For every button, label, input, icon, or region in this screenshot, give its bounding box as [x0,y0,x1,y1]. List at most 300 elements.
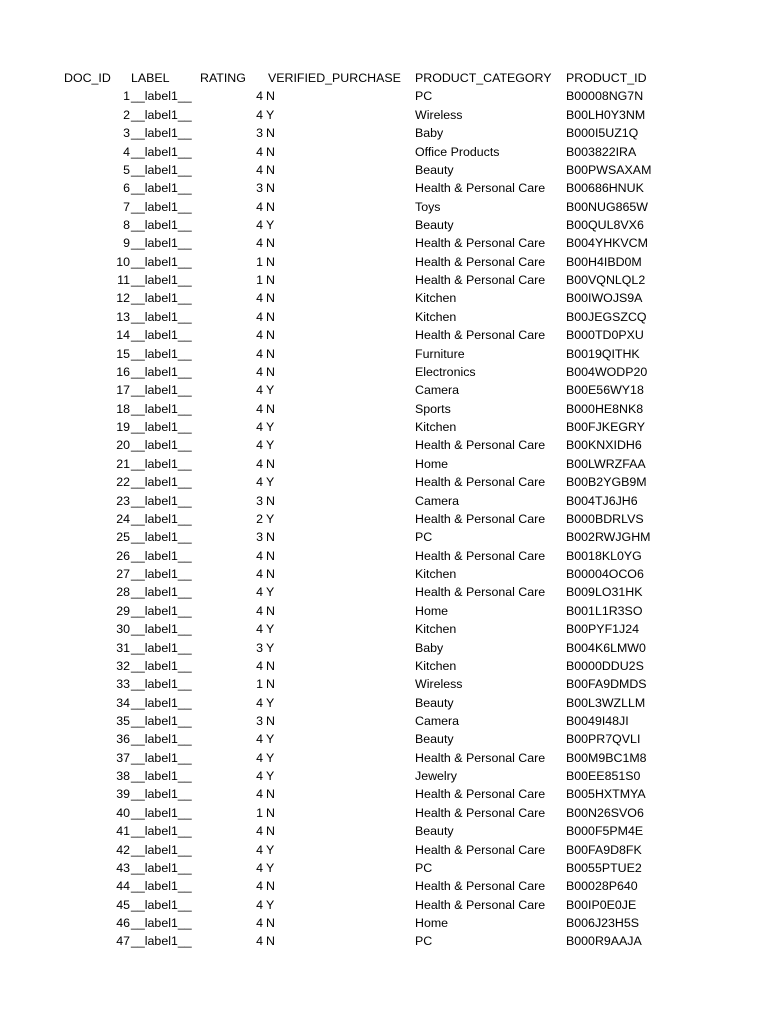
cell-product-category: Health & Personal Care [415,273,546,288]
cell-product-id: B009LO31HK [566,585,643,600]
table-row [0,400,768,418]
cell-product-id: B0019QITHK [566,346,640,361]
cell-rating: 4 [256,567,263,582]
cell-rating: 4 [256,769,263,784]
cell-doc-id: 16 [116,364,130,379]
cell-label: __label1__ [131,934,192,949]
cell-verified-purchase: N [266,291,275,306]
cell-verified-purchase: N [266,677,275,692]
cell-product-category: Health & Personal Care [415,805,546,820]
cell-product-category: Beauty [415,695,454,710]
cell-verified-purchase: Y [266,511,275,526]
cell-rating: 1 [256,273,263,288]
cell-label: __label1__ [131,787,192,802]
cell-rating: 4 [256,89,263,104]
cell-doc-id: 43 [116,860,130,875]
cell-verified-purchase: N [266,401,275,416]
cell-verified-purchase: N [266,309,275,324]
cell-verified-purchase: Y [266,769,275,784]
cell-product-category: Office Products [415,144,500,159]
cell-doc-id: 14 [116,328,130,343]
cell-doc-id: 5 [123,162,130,177]
cell-label: __label1__ [131,236,192,251]
cell-label: __label1__ [131,309,192,324]
cell-label: __label1__ [131,346,192,361]
cell-label: __label1__ [131,107,192,122]
cell-verified-purchase: N [266,530,275,545]
cell-label: __label1__ [131,622,192,637]
cell-verified-purchase: N [266,824,275,839]
cell-product-category: Camera [415,493,460,508]
table-row [0,161,768,179]
cell-label: __label1__ [131,162,192,177]
cell-product-category: Kitchen [415,567,457,582]
cell-label: __label1__ [131,475,192,490]
cell-doc-id: 35 [116,713,130,728]
table-row [0,345,768,363]
cell-product-id: B004WODP20 [566,364,648,379]
cell-product-id: B00PR7QVLI [566,732,641,747]
cell-product-category: Wireless [415,107,463,122]
cell-label: __label1__ [131,695,192,710]
cell-rating: 1 [256,254,263,269]
cell-product-category: Health & Personal Care [415,787,546,802]
cell-product-category: Jewelry [415,769,457,784]
cell-doc-id: 1 [123,89,130,104]
cell-product-id: B00B2YGB9M [566,475,647,490]
cell-doc-id: 32 [116,658,130,673]
cell-doc-id: 27 [116,567,130,582]
cell-doc-id: 46 [116,916,130,931]
cell-product-category: Kitchen [415,658,457,673]
cell-product-category: Health & Personal Care [415,750,546,765]
cell-rating: 4 [256,934,263,949]
cell-rating: 4 [256,732,263,747]
header-rating: RATING [200,71,246,85]
table-row [0,822,768,840]
cell-verified-purchase: N [266,567,275,582]
cell-doc-id: 23 [116,493,130,508]
cell-doc-id: 24 [116,511,130,526]
cell-label: __label1__ [131,750,192,765]
table-row [0,730,768,748]
cell-doc-id: 45 [116,897,130,912]
cell-product-id: B00EE851S0 [566,769,641,784]
cell-verified-purchase: N [266,89,275,104]
table-row [0,657,768,675]
cell-label: __label1__ [131,860,192,875]
cell-rating: 4 [256,438,263,453]
cell-label: __label1__ [131,879,192,894]
table-row [0,106,768,124]
cell-product-id: B0055PTUE2 [566,860,642,875]
cell-doc-id: 22 [116,475,130,490]
cell-rating: 3 [256,181,263,196]
cell-product-id: B00E56WY18 [566,383,644,398]
table-row [0,124,768,142]
cell-label: __label1__ [131,144,192,159]
cell-rating: 4 [256,217,263,232]
cell-label: __label1__ [131,567,192,582]
cell-product-category: PC [415,89,433,104]
cell-product-id: B002RWJGHM [566,530,651,545]
cell-product-category: Baby [415,640,444,655]
table-row [0,363,768,381]
cell-product-id: B00M9BC1M8 [566,750,647,765]
header-product-id: PRODUCT_ID [566,71,647,85]
cell-product-category: Wireless [415,677,463,692]
cell-product-category: PC [415,860,433,875]
cell-product-id: B001L1R3SO [566,603,643,618]
table-row [0,602,768,620]
cell-doc-id: 19 [116,420,130,435]
cell-product-id: B004TJ6JH6 [566,493,638,508]
cell-label: __label1__ [131,273,192,288]
cell-rating: 1 [256,677,263,692]
header-verified-purchase: VERIFIED_PURCHASE [268,71,401,85]
cell-rating: 4 [256,622,263,637]
cell-doc-id: 2 [123,107,130,122]
cell-verified-purchase: Y [266,217,275,232]
cell-label: __label1__ [131,530,192,545]
table-row [0,583,768,601]
cell-product-id: B00PYF1J24 [566,622,640,637]
cell-rating: 4 [256,420,263,435]
cell-product-id: B0000DDU2S [566,658,644,673]
cell-verified-purchase: N [266,181,275,196]
header-product-category: PRODUCT_CATEGORY [415,71,552,85]
table-row [0,620,768,638]
cell-doc-id: 31 [116,640,130,655]
cell-rating: 4 [256,107,263,122]
cell-rating: 4 [256,585,263,600]
cell-product-id: B000BDRLVS [566,511,644,526]
cell-product-id: B00LWRZFAA [566,456,646,471]
cell-verified-purchase: Y [266,420,275,435]
cell-doc-id: 25 [116,530,130,545]
cell-product-category: Health & Personal Care [415,438,546,453]
cell-product-category: Health & Personal Care [415,328,546,343]
cell-rating: 4 [256,658,263,673]
cell-rating: 1 [256,805,263,820]
cell-product-category: Health & Personal Care [415,879,546,894]
table-row [0,289,768,307]
cell-product-id: B00FA9D8FK [566,842,642,857]
cell-label: __label1__ [131,916,192,931]
table-row [0,510,768,528]
cell-rating: 3 [256,713,263,728]
cell-label: __label1__ [131,511,192,526]
table-row [0,639,768,657]
table-row [0,565,768,583]
cell-verified-purchase: N [266,787,275,802]
cell-verified-purchase: N [266,934,275,949]
cell-product-category: Home [415,603,449,618]
cell-label: __label1__ [131,254,192,269]
cell-verified-purchase: N [266,236,275,251]
table-row [0,492,768,510]
cell-rating: 4 [256,456,263,471]
cell-rating: 4 [256,897,263,912]
cell-label: __label1__ [131,420,192,435]
cell-product-id: B000F5PM4E [566,824,644,839]
cell-product-id: B00008NG7N [566,89,644,104]
cell-doc-id: 13 [116,309,130,324]
cell-rating: 4 [256,750,263,765]
cell-rating: 4 [256,695,263,710]
cell-verified-purchase: Y [266,860,275,875]
cell-verified-purchase: N [266,713,275,728]
cell-verified-purchase: N [266,162,275,177]
cell-label: __label1__ [131,383,192,398]
cell-product-category: Beauty [415,217,454,232]
cell-product-category: Beauty [415,824,454,839]
cell-product-id: B003822IRA [566,144,637,159]
table-row [0,914,768,932]
cell-product-id: B00VQNLQL2 [566,273,646,288]
cell-doc-id: 41 [116,824,130,839]
cell-doc-id: 28 [116,585,130,600]
table-row [0,932,768,950]
cell-label: __label1__ [131,181,192,196]
cell-product-category: Kitchen [415,291,457,306]
cell-verified-purchase: Y [266,897,275,912]
cell-doc-id: 18 [116,401,130,416]
table-row [0,326,768,344]
cell-rating: 4 [256,879,263,894]
cell-doc-id: 38 [116,769,130,784]
cell-product-id: B000R9AAJA [566,934,642,949]
cell-product-id: B00028P640 [566,879,638,894]
cell-rating: 4 [256,401,263,416]
cell-label: __label1__ [131,291,192,306]
cell-doc-id: 36 [116,732,130,747]
cell-product-id: B00IWOJS9A [566,291,643,306]
cell-label: __label1__ [131,677,192,692]
cell-product-id: B00686HNUK [566,181,644,196]
cell-product-id: B00H4IBD0M [566,254,642,269]
cell-doc-id: 42 [116,842,130,857]
cell-label: __label1__ [131,89,192,104]
cell-product-id: B000I5UZ1Q [566,126,639,141]
cell-verified-purchase: Y [266,695,275,710]
cell-doc-id: 15 [116,346,130,361]
cell-verified-purchase: N [266,658,275,673]
cell-verified-purchase: Y [266,585,275,600]
cell-label: __label1__ [131,401,192,416]
cell-product-id: B00L3WZLLM [566,695,646,710]
cell-verified-purchase: Y [266,732,275,747]
cell-rating: 3 [256,640,263,655]
table-row [0,896,768,914]
cell-label: __label1__ [131,438,192,453]
table-row [0,767,768,785]
cell-verified-purchase: Y [266,438,275,453]
cell-verified-purchase: Y [266,475,275,490]
cell-doc-id: 8 [123,217,130,232]
cell-product-id: B004YHKVCM [566,236,648,251]
table-row [0,198,768,216]
table-row [0,271,768,289]
cell-product-id: B00LH0Y3NM [566,107,646,122]
cell-rating: 2 [256,511,263,526]
cell-verified-purchase: N [266,916,275,931]
cell-label: __label1__ [131,824,192,839]
table-row [0,547,768,565]
header-doc-id: DOC_ID [64,71,111,85]
cell-product-category: Camera [415,713,460,728]
cell-verified-purchase: N [266,456,275,471]
table-row [0,841,768,859]
cell-product-id: B00NUG865W [566,199,648,214]
cell-label: __label1__ [131,842,192,857]
cell-product-id: B00FJKEGRY [566,420,645,435]
table-row [0,877,768,895]
table-row [0,418,768,436]
header-label: LABEL [131,71,170,85]
table-row [0,143,768,161]
cell-verified-purchase: N [266,144,275,159]
cell-product-id: B00IP0E0JE [566,897,637,912]
cell-verified-purchase: N [266,328,275,343]
cell-product-id: B0018KL0YG [566,548,642,563]
cell-doc-id: 6 [123,181,130,196]
cell-product-category: Electronics [415,364,476,379]
cell-verified-purchase: N [266,199,275,214]
table-row [0,87,768,105]
cell-verified-purchase: Y [266,383,275,398]
cell-product-category: Health & Personal Care [415,585,546,600]
cell-doc-id: 20 [116,438,130,453]
cell-product-id: B005HXTMYA [566,787,646,802]
cell-rating: 4 [256,162,263,177]
cell-product-category: Furniture [415,346,465,361]
cell-verified-purchase: Y [266,750,275,765]
cell-rating: 4 [256,860,263,875]
cell-doc-id: 3 [123,126,130,141]
cell-product-id: B00JEGSZCQ [566,309,647,324]
cell-rating: 4 [256,824,263,839]
cell-rating: 4 [256,291,263,306]
cell-verified-purchase: N [266,346,275,361]
cell-product-category: Camera [415,383,460,398]
cell-label: __label1__ [131,805,192,820]
cell-label: __label1__ [131,713,192,728]
table-row [0,749,768,767]
cell-verified-purchase: N [266,805,275,820]
cell-rating: 4 [256,364,263,379]
cell-rating: 3 [256,530,263,545]
table-row [0,253,768,271]
cell-product-category: Health & Personal Care [415,842,546,857]
cell-product-id: B00QUL8VX6 [566,217,644,232]
cell-rating: 4 [256,548,263,563]
cell-product-category: Home [415,916,449,931]
table-row [0,216,768,234]
cell-product-category: Health & Personal Care [415,236,546,251]
cell-doc-id: 9 [123,236,130,251]
cell-doc-id: 21 [116,456,130,471]
cell-product-id: B00N26SVO6 [566,805,644,820]
cell-product-category: Beauty [415,732,454,747]
cell-doc-id: 30 [116,622,130,637]
cell-product-id: B00004OCO6 [566,567,644,582]
cell-doc-id: 26 [116,548,130,563]
cell-verified-purchase: N [266,273,275,288]
cell-doc-id: 29 [116,603,130,618]
cell-verified-purchase: N [266,603,275,618]
cell-label: __label1__ [131,364,192,379]
cell-doc-id: 39 [116,787,130,802]
cell-product-id: B00KNXIDH6 [566,438,642,453]
cell-rating: 4 [256,328,263,343]
cell-product-category: Health & Personal Care [415,475,546,490]
cell-verified-purchase: Y [266,640,275,655]
cell-product-category: Baby [415,126,444,141]
cell-verified-purchase: N [266,879,275,894]
cell-rating: 4 [256,842,263,857]
cell-product-category: Kitchen [415,309,457,324]
cell-product-category: Health & Personal Care [415,511,546,526]
cell-label: __label1__ [131,732,192,747]
cell-doc-id: 33 [116,677,130,692]
cell-label: __label1__ [131,603,192,618]
cell-rating: 4 [256,603,263,618]
table-row [0,381,768,399]
table-row [0,436,768,454]
cell-rating: 4 [256,236,263,251]
cell-label: __label1__ [131,640,192,655]
cell-verified-purchase: N [266,548,275,563]
cell-rating: 4 [256,383,263,398]
cell-product-id: B006J23H5S [566,916,640,931]
cell-verified-purchase: Y [266,107,275,122]
table-row [0,455,768,473]
cell-rating: 3 [256,126,263,141]
cell-label: __label1__ [131,328,192,343]
cell-rating: 4 [256,144,263,159]
cell-verified-purchase: Y [266,622,275,637]
table-row [0,528,768,546]
cell-doc-id: 12 [116,291,130,306]
table-row [0,804,768,822]
cell-rating: 4 [256,916,263,931]
cell-rating: 4 [256,346,263,361]
cell-product-category: PC [415,530,433,545]
cell-product-id: B00PWSAXAM [566,162,652,177]
cell-doc-id: 4 [123,144,130,159]
cell-product-category: Kitchen [415,420,457,435]
cell-product-category: Health & Personal Care [415,254,546,269]
cell-product-category: Health & Personal Care [415,181,546,196]
cell-doc-id: 44 [116,879,130,894]
cell-product-category: Sports [415,401,451,416]
cell-doc-id: 34 [116,695,130,710]
cell-product-category: Home [415,456,449,471]
cell-doc-id: 40 [116,805,130,820]
cell-label: __label1__ [131,897,192,912]
cell-verified-purchase: N [266,254,275,269]
cell-label: __label1__ [131,658,192,673]
cell-verified-purchase: N [266,493,275,508]
table-row [0,234,768,252]
cell-doc-id: 17 [116,383,130,398]
cell-label: __label1__ [131,199,192,214]
cell-label: __label1__ [131,548,192,563]
cell-rating: 3 [256,493,263,508]
cell-label: __label1__ [131,769,192,784]
cell-product-category: Beauty [415,162,454,177]
